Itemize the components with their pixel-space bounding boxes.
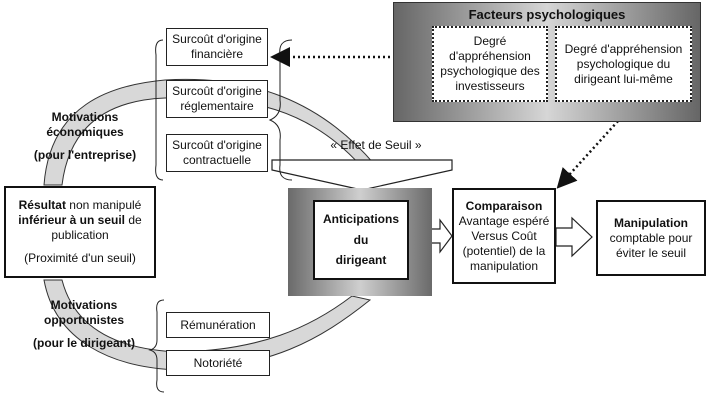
cost-brace-left <box>156 40 163 180</box>
anticipations-line2: du <box>353 232 369 247</box>
manipulation-box <box>596 200 706 276</box>
result-line1 <box>19 198 142 213</box>
result-box <box>4 186 156 278</box>
opportunistic-motivations-label <box>28 298 140 351</box>
comparison-title: Comparaison <box>465 198 543 213</box>
investors-apprehension-text: Degré d'appréhension psychologique des investisseurs <box>440 34 540 93</box>
economic-line1: Motivations <box>51 110 119 124</box>
investors-apprehension-box <box>432 26 548 102</box>
economic-line3: (pour l'entreprise) <box>33 148 137 162</box>
economic-motivations-label <box>30 110 140 163</box>
manipulation-title: Manipulation <box>614 215 688 230</box>
remuneration-box <box>166 312 270 338</box>
result-bold1: Résultat <box>18 198 66 212</box>
arrow-comparison-to-manipulation <box>556 218 592 256</box>
result-rest1: non manipulé <box>65 198 142 212</box>
threshold-effect-label: « Effet de Seuil » <box>330 138 422 152</box>
opportunistic-line2: opportunistes <box>44 313 124 327</box>
opportunistic-line1: Motivations <box>50 298 118 312</box>
reputation-box <box>166 350 270 376</box>
remuneration-text: Rémunération <box>180 317 256 332</box>
incentive-brace <box>150 300 164 392</box>
regulatory-cost-box <box>166 80 268 118</box>
financial-cost-text: Surcoût d'origine financière <box>172 32 262 61</box>
economic-line2: économiques <box>46 125 124 139</box>
financial-cost-box <box>166 28 268 66</box>
result-bold2: inférieur à un seuil <box>18 213 125 227</box>
result-line2 <box>18 213 141 228</box>
comparison-body: Avantage espéré Versus Coût (potentiel) de la manipulation <box>458 213 550 273</box>
psych-factors-title: Facteurs psychologiques <box>468 7 626 22</box>
contractual-cost-text: Surcoût d'origine contractuelle <box>172 138 262 167</box>
manager-apprehension-text: Degré d'appréhension psychologique du dirigeant lui-même <box>564 41 683 86</box>
manipulation-body: comptable pour éviter le seuil <box>609 230 693 260</box>
anticipations-box <box>313 200 409 280</box>
regulatory-cost-text: Surcoût d'origine réglementaire <box>172 84 262 113</box>
threshold-arrow <box>272 160 452 190</box>
reputation-text: Notoriété <box>193 355 243 370</box>
manager-apprehension-box <box>555 26 692 102</box>
result-note: (Proximité d'un seuil) <box>24 251 136 265</box>
opportunistic-line3: (pour le dirigeant) <box>33 336 135 350</box>
comparison-box <box>452 188 556 284</box>
result-rest2: de <box>125 213 142 227</box>
anticipations-line1: Anticipations <box>322 212 399 227</box>
result-line3: publication <box>51 228 109 242</box>
anticipations-line3: dirigeant <box>335 253 387 268</box>
contractual-cost-box <box>166 134 268 172</box>
